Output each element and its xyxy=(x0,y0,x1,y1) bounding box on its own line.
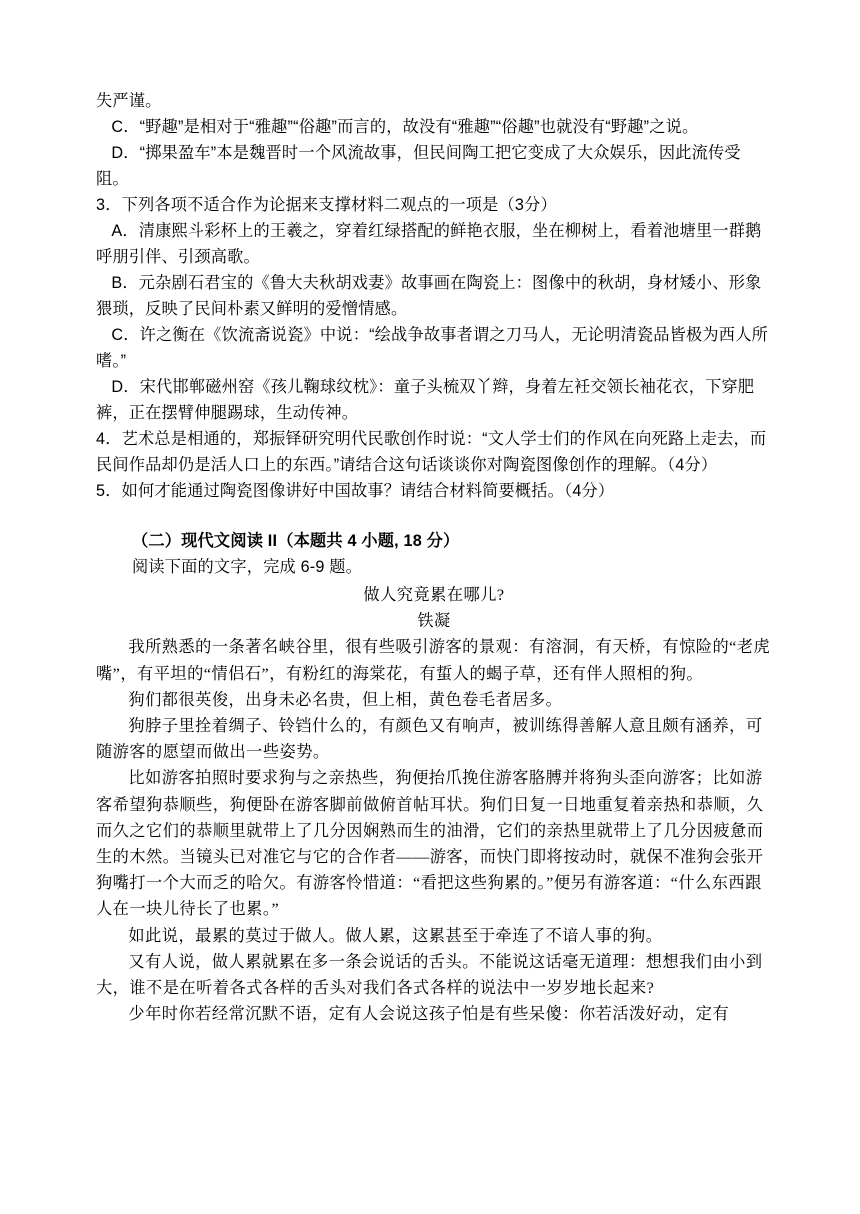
question-3-option-d: D．宋代邯郸磁州窑《孩儿鞠球纹枕》：童子头梳双丫辫，身着左衽交领长袖花衣，下穿肥裤，正在摆臂伸腿踢球，生动传神。 xyxy=(96,378,755,422)
article-paragraph-4: 比如游客拍照时要求狗与之亲热些，狗便抬爪挽住游客胳膊并将狗头歪向游客；比如游客希望狗恭顺些，狗便卧在游客脚前做俯首帖耳状。狗们日复一日地重复着亲热和恭顺，久而久之它们的恭顺里就带上了几分因娴熟而生的油滑，它们的亲热里就带上了几分因疲惫而生的木然。当镜头已对准它与它的合作者——游客，而快门即将按动时，就保不准狗会张开狗嘴打一个大而乏的哈欠。有游客怜惜道：“看把这些狗累的。”便另有游客道：“什么东西跟人在一块儿待长了也累。” xyxy=(96,769,764,919)
article-paragraph-1: 我所熟悉的一条著名峡谷里，很有些吸引游客的景观：有溶洞，有天桥，有惊险的“老虎嘴”，有平坦的“情侣石”，有粉红的海棠花，有蜇人的蝎子草，还有伴人照相的狗。 xyxy=(96,638,771,683)
question-continuation: 失严谨。 xyxy=(96,92,162,110)
article-paragraph-7: 少年时你若经常沉默不语，定有人会说这孩子怕是有些呆傻：你若活泼好动，定有 xyxy=(128,1005,730,1024)
article-author: 铁凝 xyxy=(417,612,451,631)
article-paragraph-3: 狗脖子里拴着绸子、铃铛什么的，有颜色又有响声，被训练得善解人意且颇有涵养，可随游客的愿望而做出一些姿势。 xyxy=(96,717,763,762)
reading-questions xyxy=(96,88,772,504)
article-title: 做人究竟累在哪儿? xyxy=(363,586,505,604)
section-heading: （二）现代文阅读 II（本题共 4 小题, 18 分） xyxy=(132,532,460,550)
article-paragraph-2: 狗们都很英俊，出身未必名贵，但上相，黄色卷毛者居多。 xyxy=(128,690,563,709)
question-2-option-d: D．“掷果盈车”本是魏晋时一个风流故事，但民间陶工把它变成了大众娱乐，因此流传受阻。 xyxy=(96,144,741,188)
question-4: 4．艺术总是相通的，郑振铎研究明代民歌创作时说：“文人学士们的作风在向死路上走去，而民间作品却仍是活人口上的东西。”请结合这句话谈谈你对陶瓷图像创作的理解。（4分） xyxy=(96,430,767,474)
article-paragraph-5: 如此说，最累的莫过于做人。做人累，这累甚至于牵连了不谙人事的狗。 xyxy=(128,926,663,945)
question-3-option-b: B．元杂剧石君宝的《鲁大夫秋胡戏妻》故事画在陶瓷上：图像中的秋胡，身材矮小、形象猥琐，反映了民间朴素又鲜明的爱憎情感。 xyxy=(96,274,762,318)
question-5: 5．如何才能通过陶瓷图像讲好中国故事？请结合材料简要概括。（4分） xyxy=(96,482,615,500)
question-2-option-c: C．“野趣”是相对于“雅趣”“俗趣”而言的，故没有“雅趣”“俗趣”也就没有“野趣”之说。 xyxy=(111,118,699,136)
question-3-stem: 3．下列各项不适合作为论据来支撑材料二观点的一项是（3分） xyxy=(96,196,557,214)
question-3-option-c: C．许之衡在《饮流斋说瓷》中说：“绘战争故事者谓之刀马人，无论明清瓷品皆极为西人所嗜。” xyxy=(96,326,768,370)
article-paragraph-6: 又有人说，做人累就累在多一条会说话的舌头。不能说这话毫无道理：想想我们由小到大，谁不是在听着各式各样的舌头对我们各式各样的说法中一岁岁地长起来? xyxy=(96,952,763,998)
article xyxy=(96,582,772,1027)
section-instruction: 阅读下面的文字，完成 6-9 题。 xyxy=(132,558,363,576)
question-3-option-a: A．清康熙斗彩杯上的王羲之，穿着红绿搭配的鲜艳衣服，坐在柳树上，看着池塘里一群鹅呼朋引伴、引颈高歌。 xyxy=(96,222,762,266)
